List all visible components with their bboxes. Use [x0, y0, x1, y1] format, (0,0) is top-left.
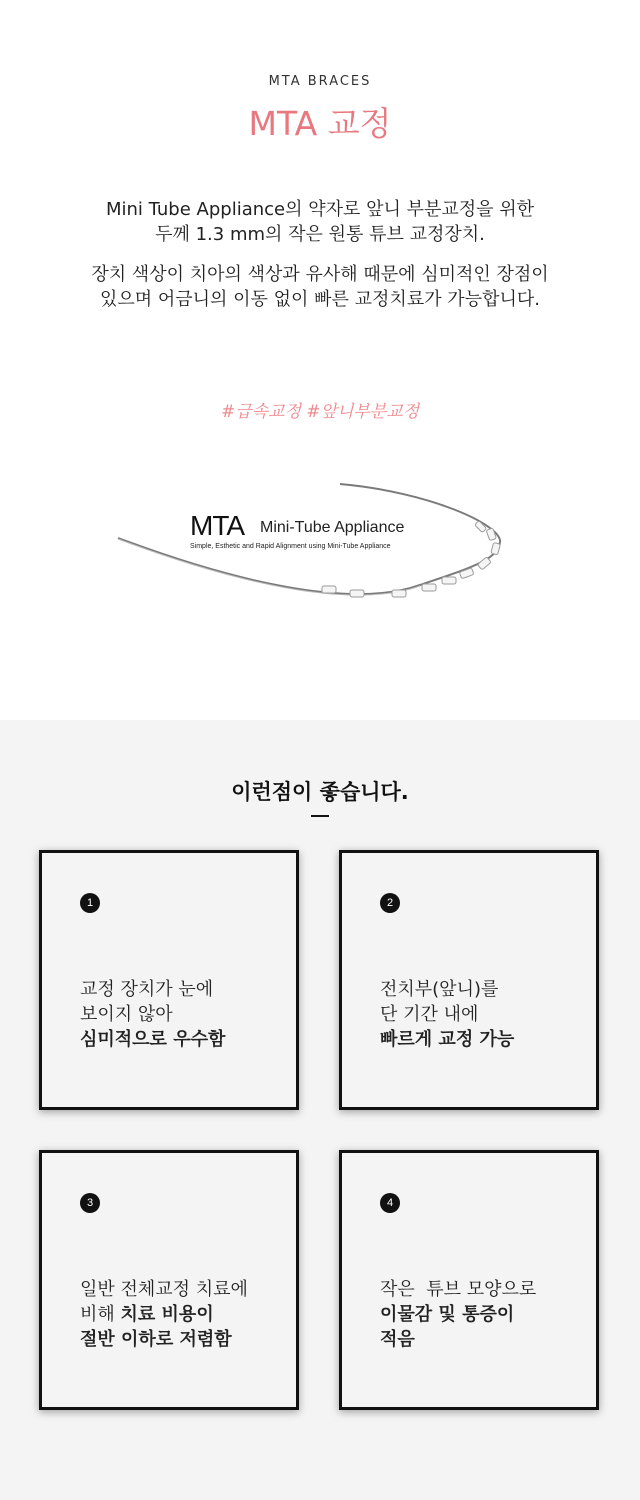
benefit-line: 작은 튜브 모양으로: [380, 1279, 537, 1300]
logo-mark: MTA: [190, 510, 245, 541]
benefit-highlight: 치료 비용이: [120, 1304, 214, 1325]
benefit-line: 단 기간 내에: [380, 1004, 479, 1025]
intro-paragraph-1: [40, 197, 600, 247]
benefit-text: [380, 1277, 536, 1352]
number-badge: 2: [380, 893, 400, 913]
intro-line: 있으며 어금니의 이동 없이 빠른 교정치료가 가능합니다.: [100, 289, 540, 310]
benefit-card-4: [339, 1150, 599, 1410]
mta-appliance-image: [100, 470, 530, 620]
benefit-highlight: 적음: [380, 1329, 415, 1350]
benefit-line: 보이지 않아: [80, 1004, 173, 1025]
number-badge: 4: [380, 1193, 400, 1213]
number-badge: 1: [80, 893, 100, 913]
benefit-highlight: 빠르게 교정 가능: [380, 1029, 515, 1050]
benefit-card-1: [39, 850, 299, 1110]
intro-line: Mini Tube Appliance의 약자로 앞니 부분교정을 위한: [105, 199, 535, 220]
benefit-line: 교정 장치가 눈에: [80, 979, 214, 1000]
benefit-line: 전치부(앞니)를: [380, 979, 499, 1000]
benefit-highlight: 이물감 및 통증이: [380, 1304, 515, 1325]
eyebrow-label: MTA BRACES: [268, 74, 372, 89]
logo-tagline: Simple, Esthetic and Rapid Alignment using Mini-Tube Appliance: [190, 543, 391, 550]
benefit-text: [80, 1277, 248, 1352]
benefit-card-3: [39, 1150, 299, 1410]
page-title: MTA 교정: [248, 104, 392, 143]
benefit-line-mixed: [80, 1302, 248, 1327]
intro-line: 장치 색상이 치아의 색상과 유사해 때문에 심미적인 장점이: [91, 264, 549, 285]
benefits-section: [0, 720, 640, 1500]
benefit-line-part: 비해: [80, 1304, 121, 1325]
logo-name: Mini-Tube Appliance: [260, 519, 405, 536]
benefit-highlight: 절반 이하로 저렴함: [80, 1329, 232, 1350]
benefit-text: [80, 977, 225, 1052]
intro-line: 두께 1.3 mm의 작은 원통 튜브 교정장치.: [155, 224, 485, 245]
benefits-title: 이런점이 좋습니다.: [231, 780, 409, 804]
hashtags: #급속교정 #앞니부분교정: [220, 402, 420, 422]
benefit-highlight: 심미적으로 우수함: [80, 1029, 226, 1050]
benefit-line: 일반 전체교정 치료에: [80, 1279, 248, 1300]
benefit-card-2: [339, 850, 599, 1110]
benefit-text: [380, 977, 514, 1052]
intro-paragraph-2: [40, 262, 600, 312]
intro-section: [0, 0, 640, 720]
title-divider: [311, 815, 329, 817]
number-badge: 3: [80, 1193, 100, 1213]
